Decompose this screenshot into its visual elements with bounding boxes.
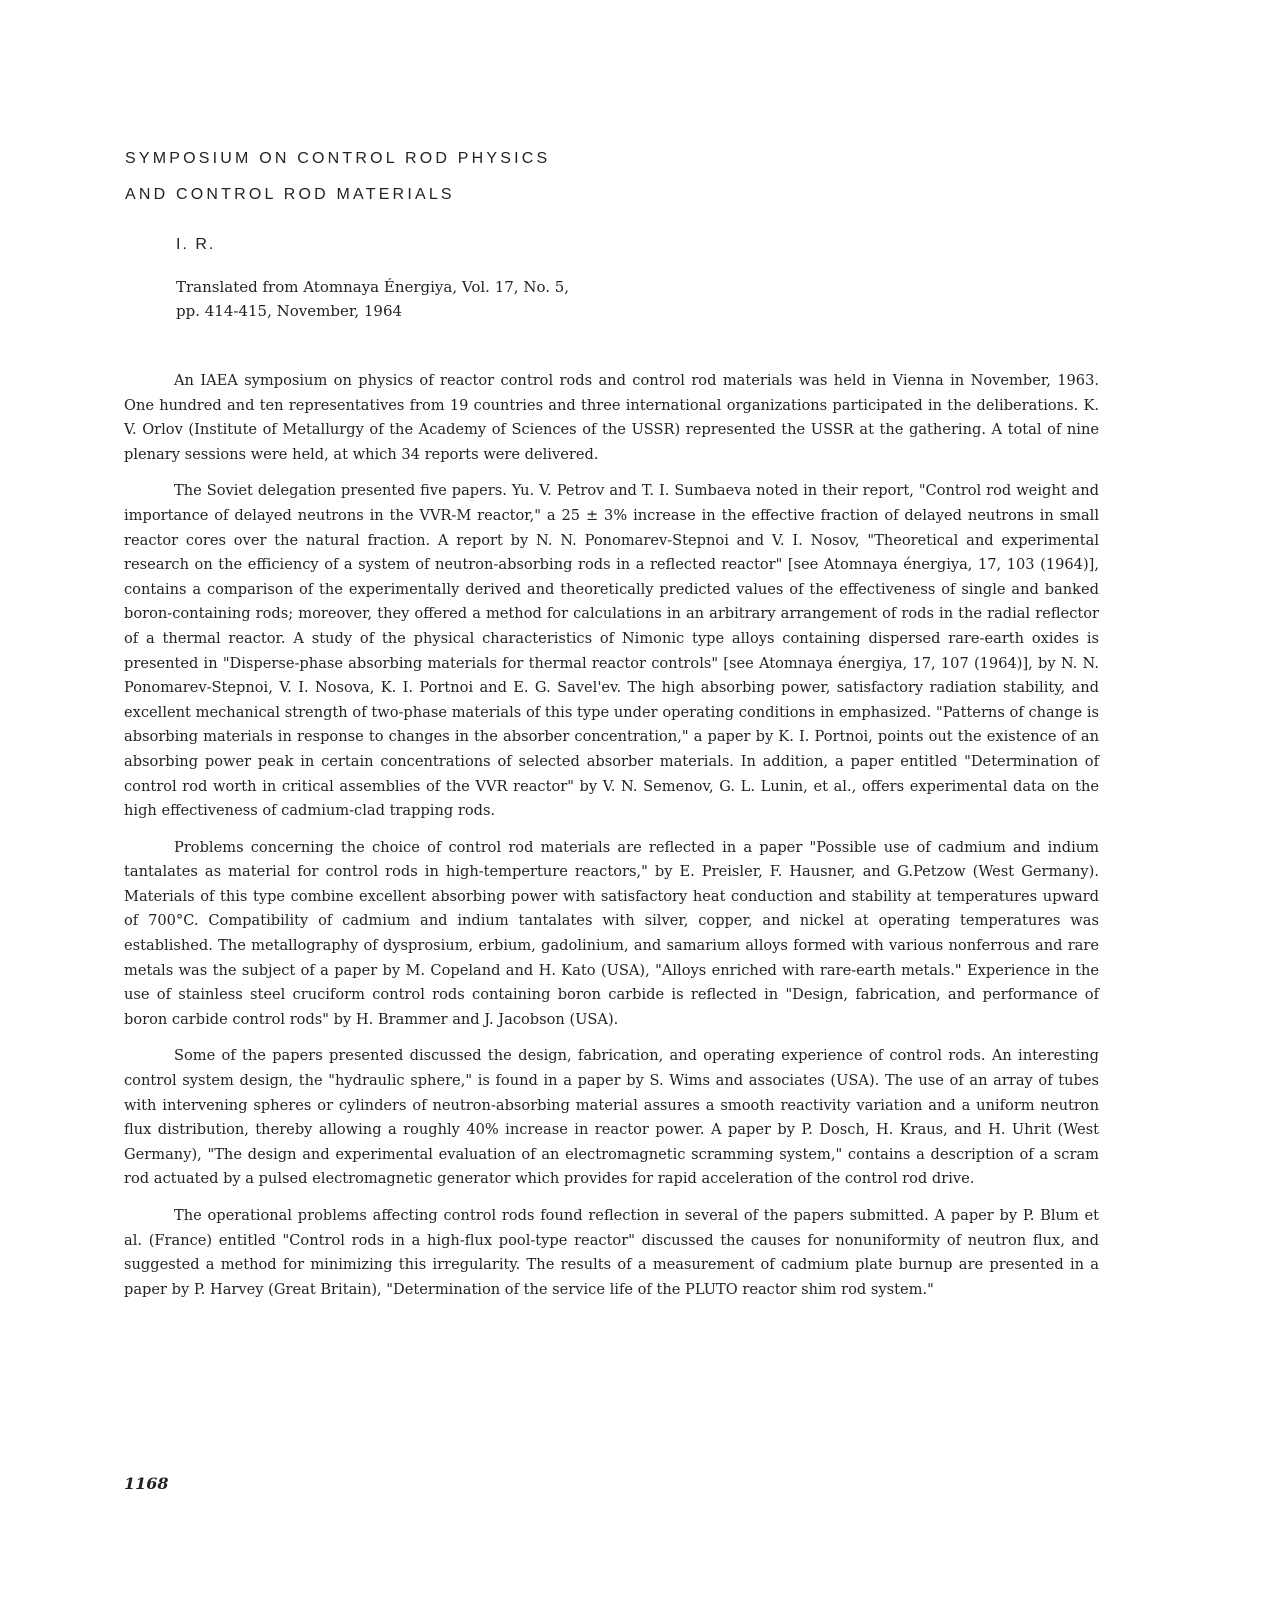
article-title-line-1: SYMPOSIUM ON CONTROL ROD PHYSICS <box>125 150 551 167</box>
paragraph-1: An IAEA symposium on physics of reactor control rods and control rod materials was held in Vienna in November, 1963. One hundred and ten representatives from 19 countries and three international organizations participated in the deliberations. K. V. Orlov (Institute of Metallurgy of the Academy of Sciences of the USSR) represented the USSR at the gathering. A total of nine plenary sessions were held, at which 34 reports were delivered. <box>124 372 1099 463</box>
paragraph-4: Some of the papers presented discussed the design, fabrication, and operating experience of control rods. An interesting control system design, the "hydraulic sphere," is found in a paper by S. Wims and associates (USA). The use of an array of tubes with intervening spheres or cylinders of neutron-absorbing material assures a smooth reactivity variation and a uniform neutron flux distribution, thereby allowing a roughly 40% increase in reactor power. A paper by P. Dosch, H. Kraus, and H. Uhrit (West Germany), "The design and experimental evaluation of an electromagnetic scramming system," contains a description of a scram rod actuated by a pulsed electromagnetic generator which provides for rapid acceleration of the control rod drive. <box>124 1047 1099 1188</box>
source-line-1: Translated from Atomnaya Énergiya, Vol. 17, No. 5, <box>176 278 570 296</box>
page-number: 1168 <box>124 1474 169 1493</box>
source-line-2: pp. 414-415, November, 1964 <box>176 302 403 320</box>
translation-source <box>176 275 569 323</box>
author-initials: I. R. <box>176 236 216 253</box>
paragraph-5: The operational problems affecting control rods found reflection in several of the papers submitted. A paper by P. Blum et al. (France) entitled "Control rods in a high-flux pool-type reactor" discussed the causes for nonuniformity of neutron flux, and suggested a method for minimizing this irregularity. The results of a measurement of cadmium plate burnup are presented in a paper by P. Harvey (Great Britain), "Determination of the service life of the PLUTO reactor shim rod system." <box>124 1207 1099 1298</box>
article-title-line-2: AND CONTROL ROD MATERIALS <box>125 186 455 203</box>
paragraph-2: The Soviet delegation presented five papers. Yu. V. Petrov and T. I. Sumbaeva noted in their report, "Control rod weight and importance of delayed neutrons in the VVR-M reactor," a 25 ± 3% increase in the effective fraction of delayed neutrons in small reactor cores over the natural fraction. A report by N. N. Ponomarev-Stepnoi and V. I. Nosov, "Theoretical and experimental research on the efficiency of a system of neutron-absorbing rods in a reflected reactor" [see Atomnaya énergiya, 17, 103 (1964)], contains a comparison of the experimentally derived and theoretically predicted values of the effectiveness of single and banked boron-containing rods; moreover, they offered a method for calculations in an arbitrary arrangement of rods in the radial reflector of a thermal reactor. A study of the physical characteristics of Nimonic type alloys containing dispersed rare-earth oxides is presented in "Disperse-phase absorbing materials for thermal reactor controls" [see Atomnaya énergiya, 17, 107 (1964)], by N. N. Ponomarev-Stepnoi, V. I. Nosova, K. I. Portnoi and E. G. Savel'ev. The high absorbing power, satisfactory radiation stability, and excellent mechanical strength of two-phase materials of this type under operating conditions in emphasized. "Patterns of change is absorbing materials in response to changes in the absorber concentration," a paper by K. I. Portnoi, points out the existence of an absorbing power peak in certain concentrations of selected absorber materials. In addition, a paper entitled "Determination of control rod worth in critical assemblies of the VVR reactor" by V. N. Semenov, G. L. Lunin, et al., offers experimental data on the high effectiveness of cadmium-clad trapping rods. <box>124 482 1099 820</box>
article-body <box>124 369 1099 1314</box>
paragraph-3: Problems concerning the choice of control rod materials are reflected in a paper "Possible use of cadmium and indium tantalates as material for control rods in high-temperture reactors," by E. Preisler, F. Hausner, and G.Petzow (West Germany). Materials of this type combine excellent absorbing power with satisfactory heat conduction and stability at temperatures upward of 700°C. Compatibility of cadmium and indium tantalates with silver, copper, and nickel at operating temperatures was established. The metallography of dysprosium, erbium, gadolinium, and samarium alloys formed with various nonferrous and rare metals was the subject of a paper by M. Copeland and H. Kato (USA), "Alloys enriched with rare-earth metals." Experience in the use of stainless steel cruciform control rods containing boron carbide is reflected in "Design, fabrication, and performance of boron carbide control rods" by H. Brammer and J. Jacobson (USA). <box>124 838 1099 1028</box>
